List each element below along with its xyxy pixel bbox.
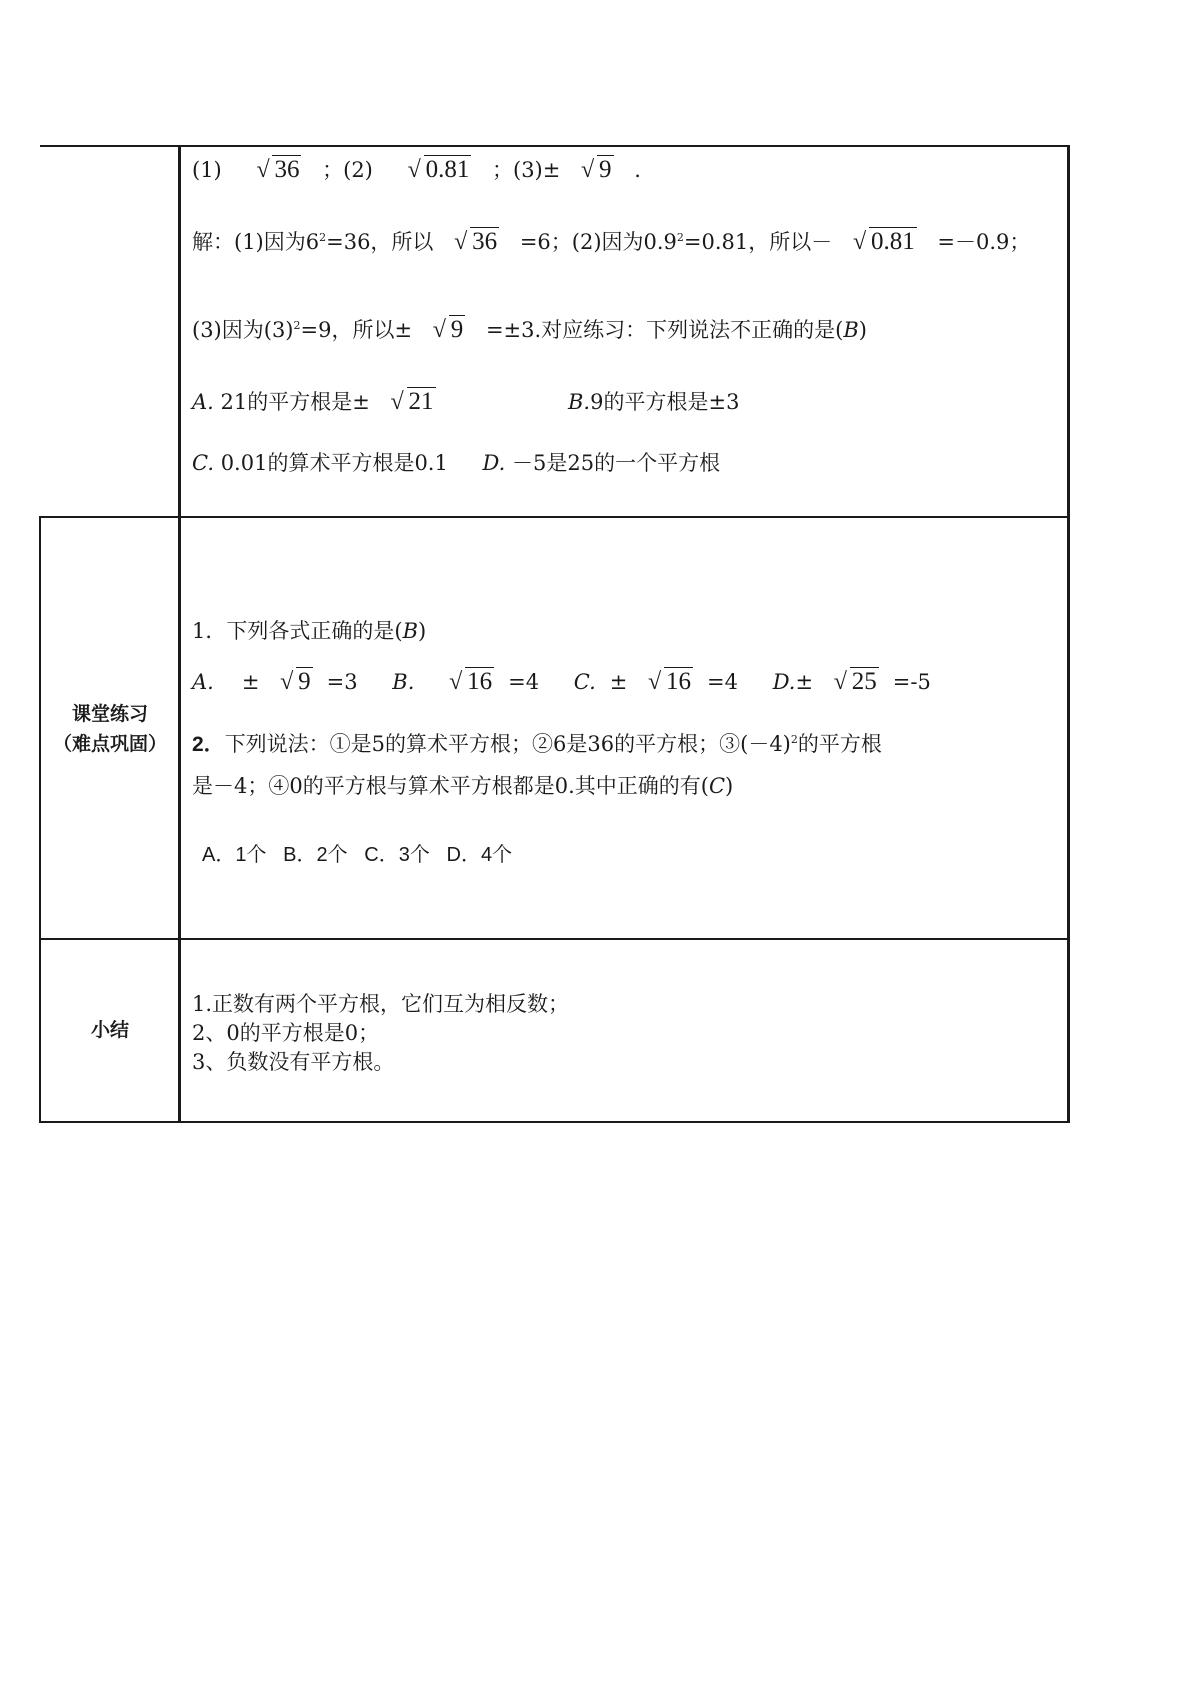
sqrt-36: √ 36 [256, 156, 301, 184]
practice-q1-options: A. ± √ 9 =3 B. √ 16 =4 C. ± √ 16 =4 D.± √ 25 =-5 [192, 668, 931, 696]
row-divider-2 [40, 938, 1070, 940]
table-top-border [40, 145, 1070, 147]
solution-line: 解：(1)因为$6^2=36$，所以 √ 36 =6；(2)因为$0.9^2=0.81$，所以－ √ 0.81 =－0.9； [192, 228, 1030, 256]
option-a: A. 21的平方根是± √ 21 [192, 388, 436, 416]
table-bottom-border [40, 1121, 1070, 1123]
practice-q2-options: A．1个 B．2个 C．3个 D．4个 [202, 844, 513, 866]
section-label-practice: 课堂练习 （难点巩固） [52, 704, 167, 755]
column-divider [178, 145, 181, 1123]
practice-q2-line1: 2．下列说法：①是5的算术平方根；②6是36的平方根；$③(-4)^2$的平方根 [192, 732, 882, 756]
practice-q2-line2: 是－4；④0的平方根与算术平方根都是0.其中正确的有(C) [192, 774, 734, 798]
table-right-border [1067, 145, 1070, 1123]
section-label-summary: 小结 [90, 1020, 129, 1041]
row-divider-1 [40, 516, 1070, 518]
sqrt-9: √ 9 [581, 156, 614, 184]
summary-line-3: 3、负数没有平方根。 [192, 1050, 395, 1074]
example-question-line: (1) √ 36 ；(2) √ 0.81 ；(3)± √ 9 . [192, 156, 641, 184]
summary-line-1: 1.正数有两个平方根，它们互为相反数； [192, 992, 570, 1016]
option-c-d: C. 0.01的算术平方根是0.1 D. －5是25的一个平方根 [192, 451, 721, 475]
summary-line-2: 2、0的平方根是0； [192, 1021, 380, 1045]
practice-q1: 1．下列各式正确的是(B) [192, 619, 427, 643]
solution-line-3: (3)因为$(3)^2=9$，所以± √ 9 =±3.对应练习：下列说法不正确的是(B) [192, 316, 867, 344]
sqrt-0-81: √ 0.81 [408, 156, 472, 184]
option-b: B.9的平方根是±3 [568, 390, 740, 414]
